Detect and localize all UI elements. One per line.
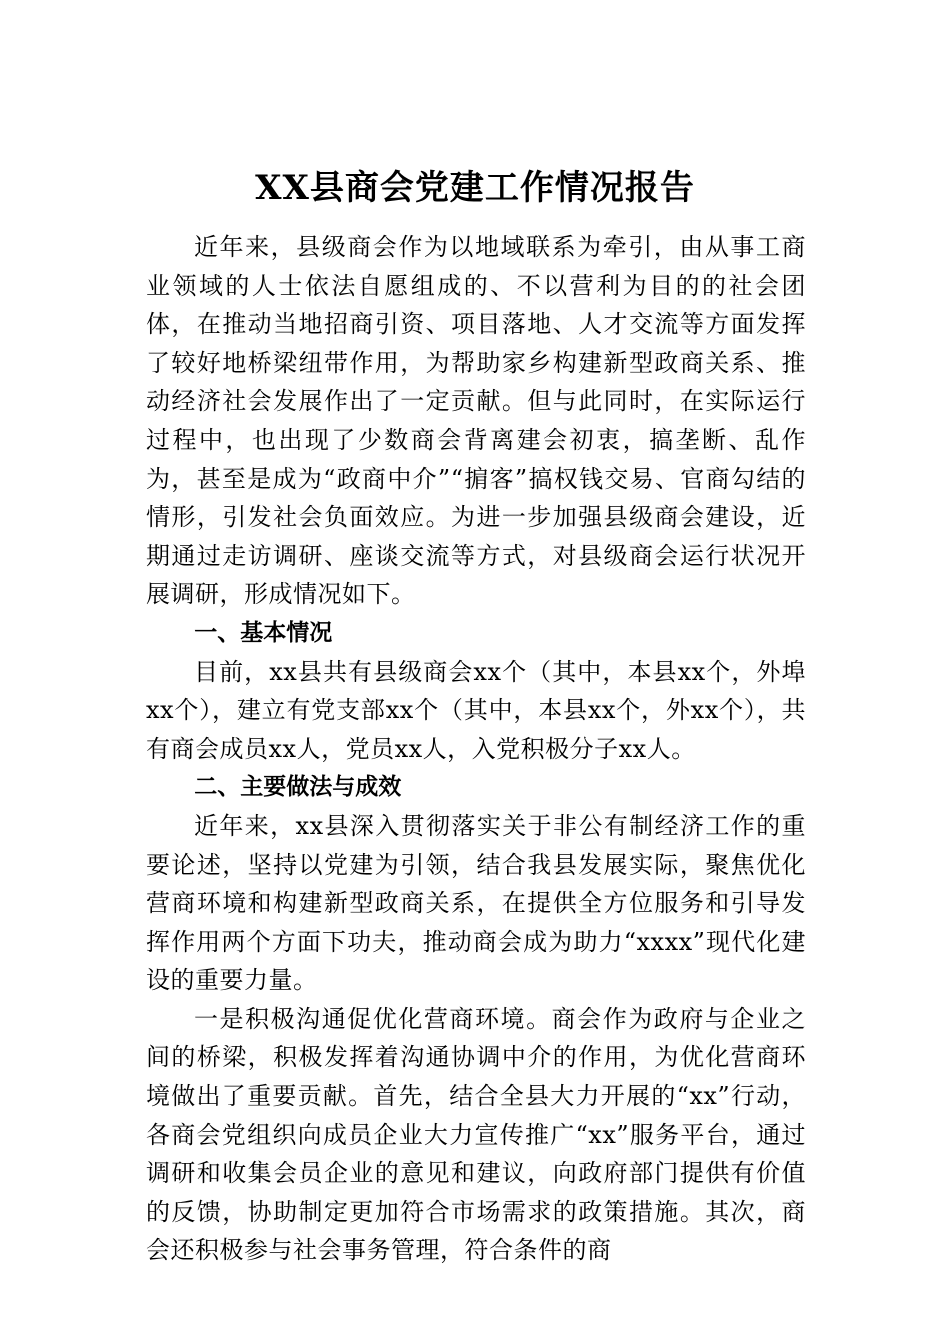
intro-paragraph: 近年来，县级商会作为以地域联系为牵引，由从事工商业领域的人士依法自愿组成的、不以营利为目的的社会团体，在推动当地招商引资、项目落地、人才交流等方面发挥了较好地桥梁纽带作用，为帮助家乡构建新型政商关系、推动经济社会发展作出了一定贡献。但与此同时，在实际运行过程中，也出现了少数商会背离建会初衷，搞垄断、乱作为，甚至是成为“政商中介”“掮客”搞权钱交易、官商勾结的情形，引发社会负面效应。为进一步加强县级商会建设，近期通过走访调研、座谈交流等方式，对县级商会运行状况开展调研，形成情况如下。 [146,233,806,609]
point-one-paragraph: 一是积极沟通促优化营商环境。商会作为政府与企业之间的桥梁，积极发挥着沟通协调中介的作用，为优化营商环境做出了重要贡献。首先，结合全县大力开展的“xx”行动，各商会党组织向成员企业大力宣传推广“xx”服务平台，通过调研和收集会员企业的意见和建议，向政府部门提供有价值的反馈，协助制定更加符合市场需求的政策措施。其次，商会还积极参与社会事务管理，符合条件的商 [146,1004,806,1265]
document-body [146,228,806,1270]
practice-paragraph: 近年来，xx县深入贯彻落实关于非公有制经济工作的重要论述，坚持以党建为引领，结合我县发展实际，聚焦优化营商环境和构建新型政商关系，在提供全方位服务和引导发挥作用两个方面下功夫，推动商会成为助力“xxxx”现代化建设的重要力量。 [146,811,806,995]
document-title: XX县商会党建工作情况报告 [255,168,695,208]
section-heading-practice: 二、主要做法与成效 [194,774,402,801]
basic-paragraph: 目前，xx县共有县级商会xx个（其中，本县xx个，外埠xx个），建立有党支部xx个（其中，本县xx个，外xx个），共有商会成员xx人，党员xx人，入党积极分子xx人。 [146,657,806,763]
section-heading-basic: 一、基本情况 [194,619,333,646]
